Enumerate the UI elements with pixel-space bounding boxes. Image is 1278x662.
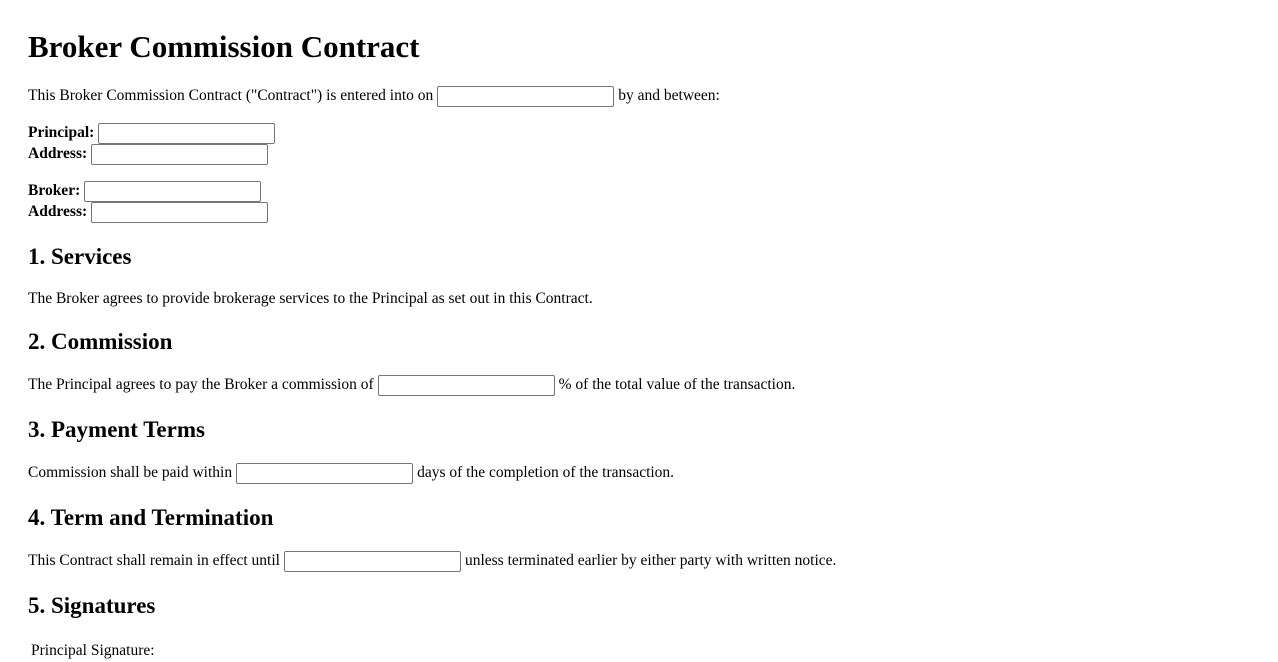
services-paragraph	[28, 288, 593, 310]
commission-text-before: The Principal agrees to pay the Broker a commission of	[28, 376, 374, 393]
page-title: Broker Commission Contract	[28, 29, 420, 64]
payment-paragraph	[28, 462, 674, 484]
principal-label: Principal:	[28, 124, 95, 141]
term-text-after: unless terminated earlier by either party with written notice.	[464, 552, 837, 569]
principal-address-line	[28, 143, 268, 165]
intro-text-before: This Broker Commission Contract ("Contract") is entered into on	[28, 87, 434, 104]
term-paragraph	[28, 550, 836, 572]
principal-name-input[interactable]	[98, 123, 275, 144]
section-heading-commission: 2. Commission	[28, 329, 173, 354]
principal-address-label: Address:	[28, 145, 88, 162]
intro-text-after: by and between:	[618, 87, 720, 104]
section-heading-payment: 3. Payment Terms	[28, 417, 205, 442]
broker-address-line	[28, 201, 268, 223]
payment-days-input[interactable]	[236, 463, 413, 484]
section-heading-signatures: 5. Signatures	[28, 593, 156, 618]
commission-text-after: % of the total value of the transaction.	[558, 376, 796, 393]
payment-text-before: Commission shall be paid within	[28, 464, 233, 481]
term-text-before: This Contract shall remain in effect until	[28, 552, 280, 569]
broker-label: Broker:	[28, 182, 81, 199]
commission-percent-input[interactable]	[378, 375, 555, 396]
payment-text-after: days of the completion of the transaction.	[417, 464, 675, 481]
term-end-input[interactable]	[284, 551, 461, 572]
broker-line	[28, 180, 261, 202]
principal-address-input[interactable]	[91, 144, 268, 165]
commission-paragraph	[28, 374, 795, 396]
principal-line	[28, 122, 275, 144]
broker-address-label: Address:	[28, 203, 88, 220]
principal-signature-label: Principal Signature:	[31, 642, 155, 659]
section-heading-services: 1. Services	[28, 244, 132, 269]
contract-date-input[interactable]	[437, 86, 614, 107]
broker-name-input[interactable]	[84, 181, 261, 202]
broker-address-input[interactable]	[91, 202, 268, 223]
services-text: The Broker agrees to provide brokerage services to the Principal as set out in this Contract.	[28, 290, 593, 307]
section-heading-term: 4. Term and Termination	[28, 505, 274, 530]
intro-line	[28, 85, 720, 107]
